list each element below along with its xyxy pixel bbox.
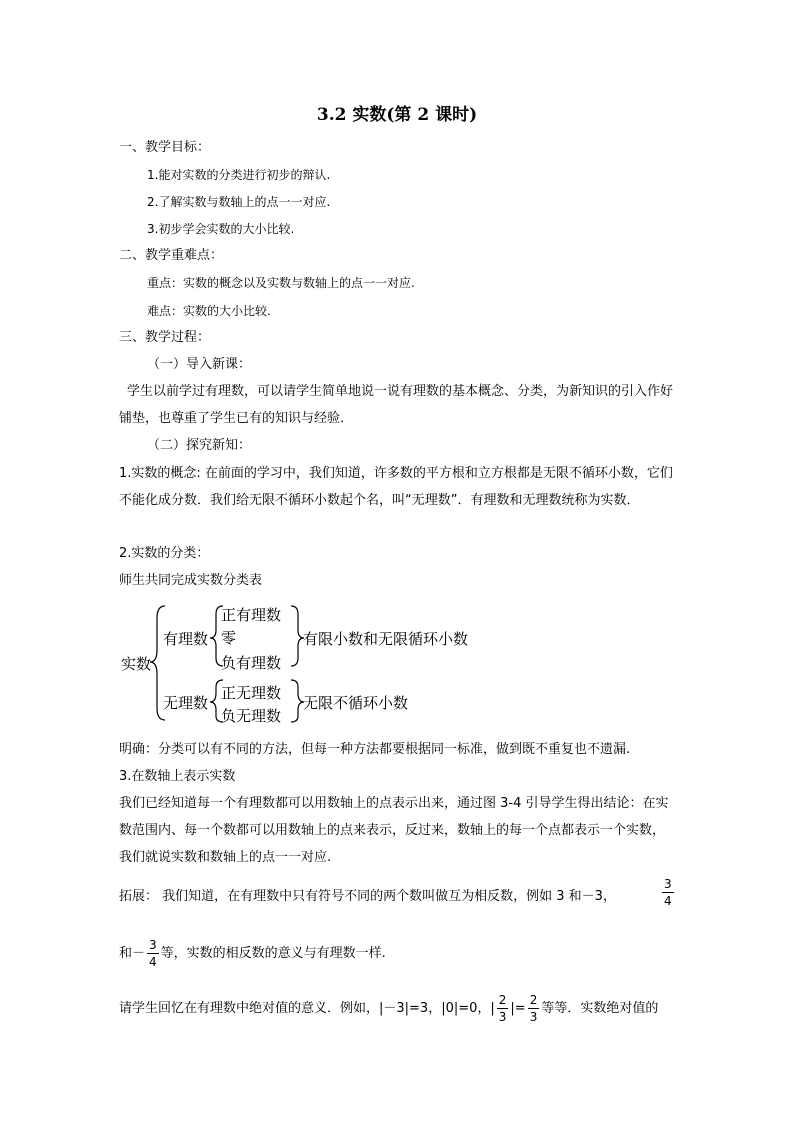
key-point: 重点：实数的概念以及实数与数轴上的点一一对应. (147, 276, 415, 290)
fraction-denominator: 3 (529, 1010, 538, 1024)
concept-paragraph: 1.实数的概念: 在前面的学习中，我们知道，许多数的平方根和立方根都是无限不循环小数，它们不能化成分数．我们给无限不循环小数起个名，叫“无理数”．有理数和无理数统称为实数． (119, 466, 673, 508)
section-heading-keypoints: 二、教学重难点： (119, 248, 224, 263)
clarify-text: 明确：分类可以有不同的方法，但每一种方法都要根据同一标准，做到既不重复也不遗漏. (119, 742, 631, 757)
fraction-three-quarters (662, 876, 674, 909)
tree-rational: 有理数 (163, 630, 209, 648)
page-title: 3.2 实数(第 2 课时) (316, 105, 478, 125)
extend-text-a: 拓展： 我们知道，在有理数中只有符号不同的两个数叫做互为相反数，例如 3 和－3， (119, 889, 616, 904)
fraction-numerator: 2 (498, 993, 507, 1007)
tree-rational-item: 正有理数 (221, 606, 282, 624)
goal-item-1: 1.能对实数的分类进行初步的辩认. (147, 168, 331, 182)
real-number-classification-diagram (119, 600, 549, 730)
tree-irrational-item: 负无理数 (221, 707, 282, 725)
extend-text-c: 等，实数的相反数的意义与有理数一样. (160, 946, 386, 961)
fraction-numerator: 3 (664, 877, 672, 891)
goal-item-3: 3.初步学会实数的大小比较. (147, 222, 295, 236)
abs-line (119, 992, 658, 1025)
abs-text-b: |= (510, 1001, 526, 1016)
axis-paragraph: 我们已经知道每一个有理数都可以用数轴上的点表示出来，通过图 3-4 引导学生得出结论：在实数范围内、每一个数都可以用数轴上的点来表示，反过来，数轴上的每一个点都表示一个实数，我们就说实数和数轴上的点一一对应. (119, 796, 669, 865)
fraction-denominator: 4 (149, 955, 157, 969)
fraction-two-thirds-result (528, 992, 540, 1025)
table-caption: 师生共同完成实数分类表 (119, 573, 263, 588)
fraction-denominator: 3 (498, 1010, 507, 1024)
fraction-denominator: 4 (664, 894, 672, 908)
fraction-numerator: 3 (149, 938, 157, 952)
difficult-point: 难点：实数的大小比较. (147, 304, 271, 318)
fraction-two-thirds (497, 992, 509, 1025)
section-heading-process: 三、教学过程： (119, 330, 211, 345)
tree-rational-item: 零 (221, 629, 237, 647)
extend-line-2 (119, 937, 386, 970)
abs-text-c: 等等．实数绝对值的 (541, 1001, 659, 1016)
tree-rational-desc: 有限小数和无限循环小数 (303, 630, 469, 648)
tree-irrational-desc: 无限不循环小数 (303, 694, 409, 712)
tree-root: 实数 (121, 655, 152, 673)
fraction-neg-three-quarters (147, 937, 159, 970)
part1-paragraph: 学生以前学过有理数，可以请学生简单地说一说有理数的基本概念、分类，为新知识的引入作好铺垫，也尊重了学生已有的知识与经验． (119, 384, 674, 426)
section-heading-goals: 一、教学目标： (119, 140, 211, 155)
abs-text-a: 请学生回忆在有理数中绝对值的意义．例如，|－3|=3，|0|=0，| (119, 1001, 495, 1016)
fraction-numerator: 2 (529, 993, 538, 1007)
part1-heading: （一）导入新课： (147, 357, 252, 372)
axis-heading: 3.在数轴上表示实数 (119, 769, 236, 784)
part2-heading: （二）探究新知： (147, 438, 252, 453)
classification-heading: 2.实数的分类： (119, 546, 210, 561)
tree-irrational: 无理数 (163, 694, 209, 712)
goal-item-2: 2.了解实数与数轴上的点一一对应. (147, 195, 331, 209)
tree-rational-item: 负有理数 (221, 654, 282, 672)
tree-irrational-item: 正无理数 (221, 684, 282, 702)
extend-line-1 (119, 888, 616, 906)
extend-text-b: 和－ (119, 946, 146, 961)
